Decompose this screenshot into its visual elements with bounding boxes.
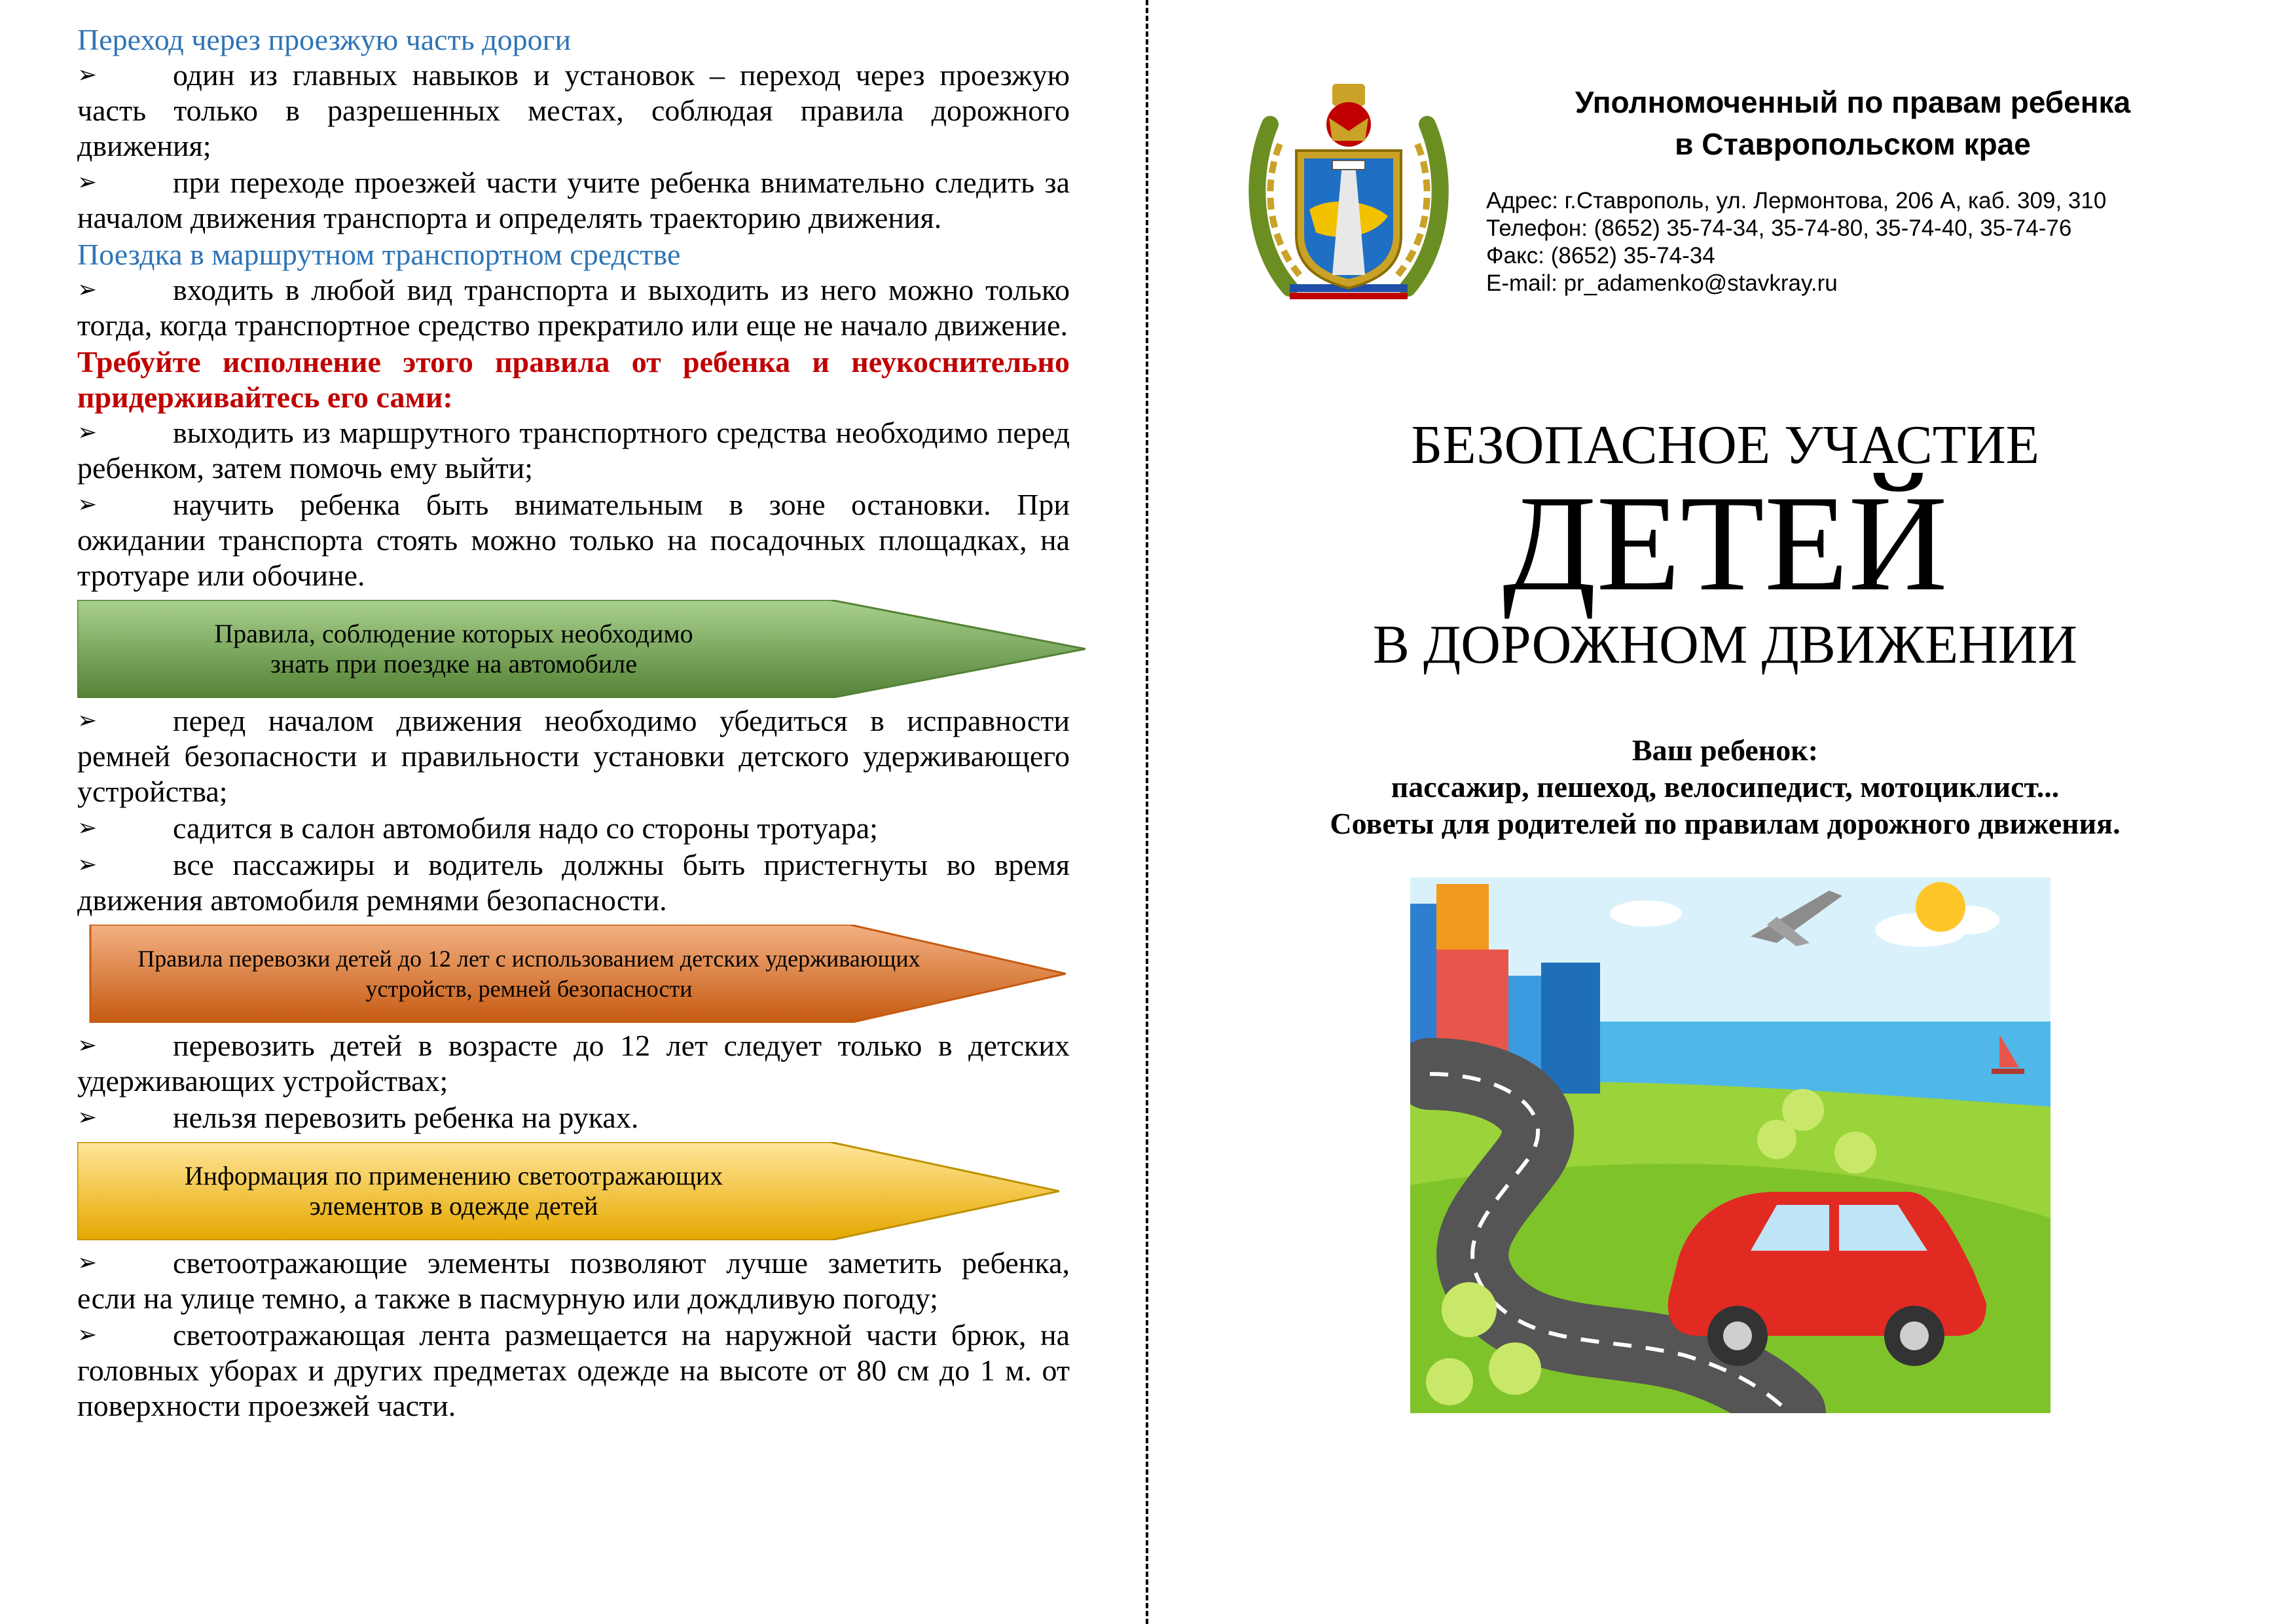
list-item: ➢ садится в салон автомобиля надо со стороны тротуара; xyxy=(77,811,878,845)
banner-text: Информация по применению светоотражающих элементов в одежде детей xyxy=(184,1161,723,1221)
address-text: Адрес: г.Ставрополь, ул. Лермонтова, 206 А, каб. 309, 310 xyxy=(1486,188,2107,213)
list-item: ➢ нельзя перевозить ребенка на руках. xyxy=(77,1101,639,1134)
list-item: ➢ светоотражающие элементы позволяют лучше заметить ребенка, если на улице темно, а также в пасмурную или дождливую погоду; xyxy=(77,1246,1070,1315)
contact-info xyxy=(1486,187,2106,297)
list-item: ➢ при переходе проезжей части учите ребенка внимательно следить за началом движения транспорта и определять траекторию движения. xyxy=(77,166,1070,234)
arrowhead-bullet-icon: ➢ xyxy=(77,62,98,88)
arrowhead-bullet-icon: ➢ xyxy=(77,491,98,518)
list-item: ➢ один из главных навыков и установок – переход через проезжую часть только в разрешенных местах, соблюдая правила дорожного движения; xyxy=(77,58,1070,162)
section-heading-transport: Поездка в маршрутном транспортном средстве xyxy=(77,238,681,271)
stavropol-coat-of-arms-icon xyxy=(1244,79,1453,308)
banner-child-seat-rules xyxy=(77,925,1070,1023)
arrowhead-bullet-icon: ➢ xyxy=(77,851,98,878)
arrowhead-bullet-icon: ➢ xyxy=(77,1321,98,1348)
arrowhead-bullet-icon: ➢ xyxy=(77,1249,98,1276)
phone-text: Телефон: (8652) 35-74-34, 35-74-80, 35-74-40, 35-74-76 xyxy=(1486,215,2072,241)
arrowhead-bullet-icon: ➢ xyxy=(77,276,98,303)
list-item: ➢ перед началом движения необходимо убедиться в исправности ремней безопасности и правильности установки детского удерживающего устройства; xyxy=(77,704,1070,808)
arrowhead-bullet-icon: ➢ xyxy=(77,815,98,841)
warning-text: Требуйте исполнение этого правила от ребенка и неукоснительно придерживайтесь его сами: xyxy=(77,345,1070,414)
fold-divider xyxy=(1146,0,1148,1624)
email-text: E-mail: pr_adamenko@stavkray.ru xyxy=(1486,270,1838,296)
banner-car-rules xyxy=(77,600,1070,698)
left-panel xyxy=(77,22,1070,1425)
car-road-city-illustration xyxy=(1410,877,2050,1413)
fax-text: Факс: (8652) 35-74-34 xyxy=(1486,243,1715,268)
org-name: Уполномоченный по правам ребенка в Ставропольском крае xyxy=(1575,85,2131,161)
title-line-2: ДЕТЕЙ xyxy=(1503,468,1948,619)
arrowhead-bullet-icon: ➢ xyxy=(77,707,98,734)
arrowhead-bullet-icon: ➢ xyxy=(77,1032,98,1059)
arrowhead-bullet-icon: ➢ xyxy=(77,169,98,196)
banner-text: Правила перевозки детей до 12 лет с использованием детских удерживающих устройств, ремней безопасности xyxy=(137,946,920,1002)
title-line-3: В ДОРОЖНОМ ДВИЖЕНИИ xyxy=(1372,614,2078,675)
list-item: ➢ перевозить детей в возрасте до 12 лет следует только в детских удерживающих устройствах; xyxy=(77,1029,1070,1098)
title-line-1: БЕЗОПАСНОЕ УЧАСТИЕ xyxy=(1411,415,2039,475)
arrowhead-bullet-icon: ➢ xyxy=(77,419,98,446)
list-item: ➢ научить ребенка быть внимательным в зоне остановки. При ожидании транспорта стоять можно только на посадочных площадках, на тротуаре или обочине. xyxy=(77,488,1070,592)
list-item: ➢ входить в любой вид транспорта и выходить из него можно только тогда, когда транспортное средство прекратило или еще не начало движение. xyxy=(77,273,1070,342)
banner-reflective-elements xyxy=(77,1142,1070,1240)
arrowhead-bullet-icon: ➢ xyxy=(77,1104,98,1131)
banner-text: Правила, соблюдение которых необходимо знать при поездке на автомобиле xyxy=(214,619,693,678)
section-heading-crossing: Переход через проезжую часть дороги xyxy=(77,23,572,56)
subtitle: Ваш ребенок: пассажир, пешеход, велосипедист, мотоциклист... Советы для родителей по правилам дорожного движения. xyxy=(1330,733,2121,840)
list-item: ➢ все пассажиры и водитель должны быть пристегнуты во время движения автомобиля ремнями безопасности. xyxy=(77,848,1070,917)
list-item: ➢ выходить из маршрутного транспортного средства необходимо перед ребенком, затем помочь ему выйти; xyxy=(77,416,1070,485)
list-item: ➢ светоотражающая лента размещается на наружной части брюк, на головных уборах и других предметах одежде на высоте от 80 см до 1 м. от поверхности проезжей части. xyxy=(77,1318,1070,1422)
